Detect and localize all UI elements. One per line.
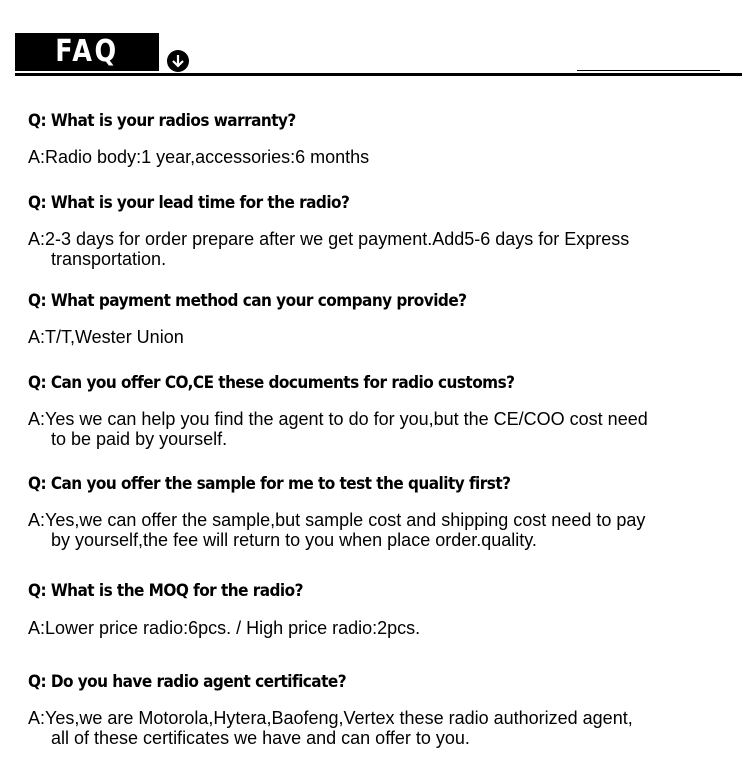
faq-question-7: Q: Do you have radio agent certificate? xyxy=(28,672,347,692)
faq-title: FAQ xyxy=(55,34,119,69)
arrow-down-circle-icon xyxy=(167,50,189,72)
faq-answer-4: A:Yes we can help you find the agent to do for you,but the CE/COO cost need to be paid by yourself. xyxy=(28,409,648,449)
faq-answer-5: A:Yes,we can offer the sample,but sample cost and shipping cost need to pay by yourself,the fee will return to you when place order.quality. xyxy=(28,510,646,550)
faq-answer-3: A:T/T,Wester Union xyxy=(28,327,184,347)
faq-question-6: Q: What is the MOQ for the radio? xyxy=(28,581,303,601)
faq-question-1: Q: What is your radios warranty? xyxy=(28,111,296,131)
faq-question-5: Q: Can you offer the sample for me to test the quality first? xyxy=(28,474,511,494)
faq-answer-6: A:Lower price radio:6pcs. / High price radio:2pcs. xyxy=(28,618,421,638)
faq-answer-1: A:Radio body:1 year,accessories:6 months xyxy=(28,147,370,167)
header-short-rule xyxy=(577,70,720,71)
faq-answer-7: A:Yes,we are Motorola,Hytera,Baofeng,Vertex these radio authorized agent, all of these certificates we have and can offer to you. xyxy=(28,708,633,748)
faq-question-3: Q: What payment method can your company provide? xyxy=(28,291,467,311)
faq-question-2: Q: What is your lead time for the radio? xyxy=(28,193,350,213)
faq-answer-2: A:2-3 days for order prepare after we get payment.Add5-6 days for Express transportation. xyxy=(28,229,630,269)
header-rule xyxy=(15,73,742,76)
faq-question-4: Q: Can you offer CO,CE these documents for radio customs? xyxy=(28,373,515,393)
